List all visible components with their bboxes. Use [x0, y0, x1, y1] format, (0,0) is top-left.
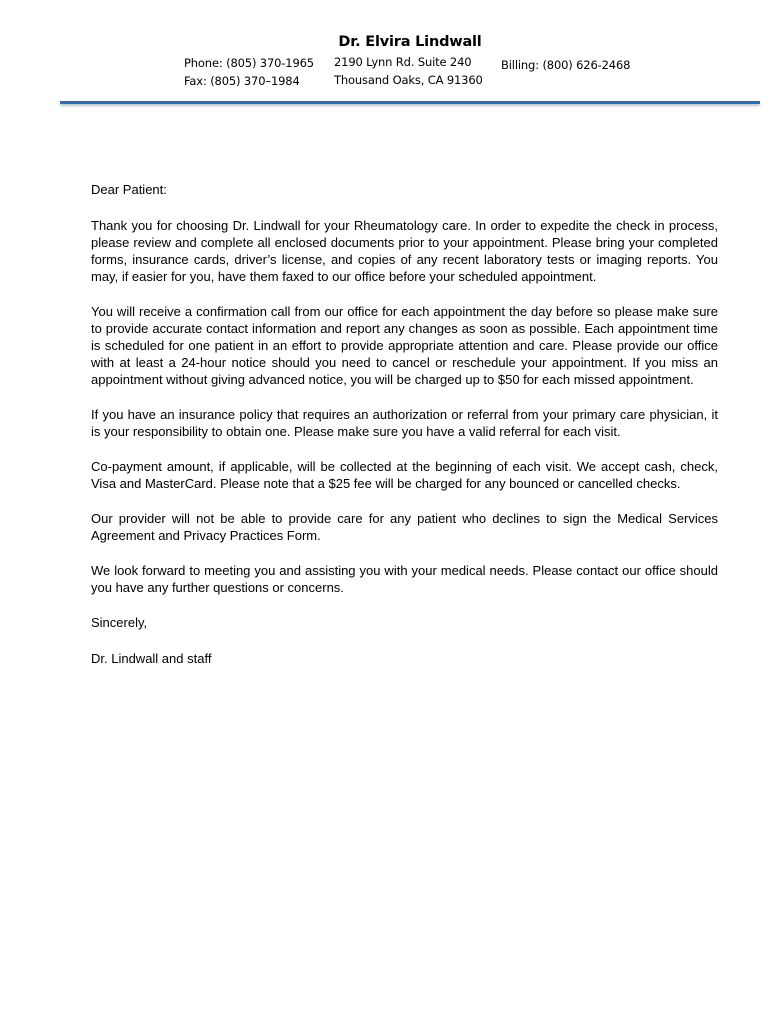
paragraph-copayment: Co-payment amount, if applicable, will be collected at the beginning of each visit. We accept cash, check, Visa and MasterCard. Please note that a $25 fee will be charged for any bounced or cancelled checks. — [91, 459, 718, 491]
paragraph-confirmation: You will receive a confirmation call from our office for each appointment the day before so please make sure to provide accurate contact information and report any changes as soon as possible. Each appointment time is scheduled for one patient in an effort to provide appropriate attention and care. Please provide our office with at least a 24-hour notice should you need to cancel or reschedule your appointment. If you miss an appointment without giving advanced notice, you will be charged up to $50 for each missed appointment. — [91, 304, 718, 387]
address-line-1: 2190 Lynn Rd. Suite 240 — [334, 55, 472, 69]
contact-address — [334, 53, 483, 89]
contact-billing — [501, 56, 630, 74]
phone-number: Phone: (805) 370-1965 — [184, 56, 314, 70]
fax-number: Fax: (805) 370–1984 — [184, 74, 300, 88]
header-divider — [60, 101, 760, 104]
paragraph-insurance: If you have an insurance policy that requires an authorization or referral from your primary care physician, it is your responsibility to obtain one. Please make sure you have a valid referral for each visit. — [91, 407, 718, 439]
paragraph-check-in: Thank you for choosing Dr. Lindwall for your Rheumatology care. In order to expedite the check in process, please review and complete all enclosed documents prior to your appointment. Please bring your completed forms, insurance cards, driver’s license, and copies of any recent laboratory tests or imaging reports. You may, if easier for you, have them faxed to our office before your scheduled appointment. — [91, 218, 718, 284]
address-line-2: Thousand Oaks, CA 91360 — [334, 73, 483, 87]
doctor-name: Dr. Elvira Lindwall — [338, 34, 482, 50]
letter-body — [91, 181, 718, 667]
contact-phone-fax — [184, 54, 314, 90]
billing-number: Billing: (800) 626-2468 — [501, 58, 631, 72]
closing: Sincerely, — [91, 615, 148, 630]
salutation: Dear Patient: — [91, 182, 167, 197]
paragraph-closing-remarks: We look forward to meeting you and assisting you with your medical needs. Please contact our office should you have any further questions or concerns. — [91, 563, 718, 595]
paragraph-agreement: Our provider will not be able to provide care for any patient who declines to sign the Medical Services Agreement and Privacy Practices Form. — [91, 511, 718, 543]
letterhead — [0, 0, 770, 110]
signature: Dr. Lindwall and staff — [91, 651, 212, 666]
